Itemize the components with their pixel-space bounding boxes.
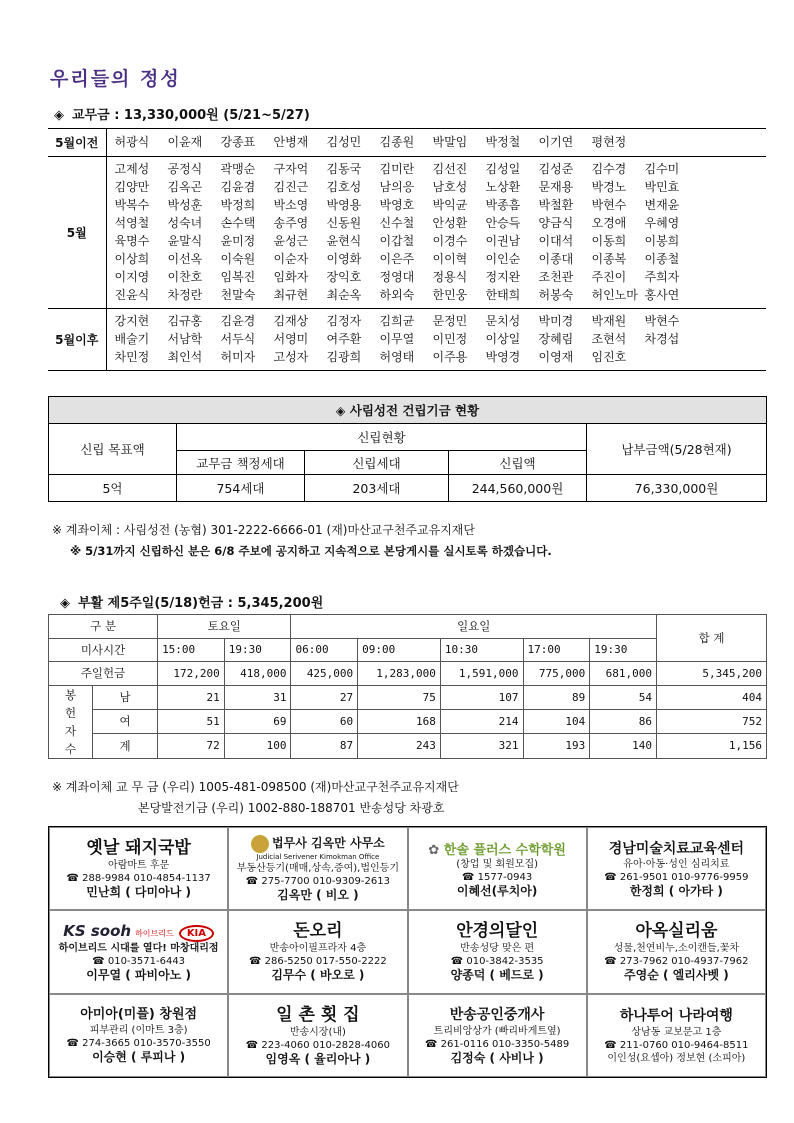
donor-name: 안성환 <box>432 216 468 230</box>
building-header <box>49 397 767 424</box>
donor-name: 박영용 <box>326 198 362 212</box>
donation-title: 교무금 : 13,330,000원 (5/21~5/27) <box>72 108 310 123</box>
ad-tel: ☎ 1577-0943 <box>462 871 533 883</box>
ad-person: 김무수 ( 바오로 ) <box>271 968 365 983</box>
donor-name: 문치성 <box>485 314 521 328</box>
donor-name: 성숙녀 <box>167 216 203 230</box>
donor-name: 차경섭 <box>644 332 680 346</box>
donor-name: 이민정 <box>432 332 468 346</box>
count-label-text: 봉헌자수 <box>64 687 77 756</box>
donor-name: 김수미 <box>644 162 680 176</box>
donor-name: 박민효 <box>644 180 680 194</box>
donor-name: 남의응 <box>379 180 415 194</box>
ad-tel: ☎ 286-5250 017-550-2222 <box>248 956 387 968</box>
male-cell: 89 <box>523 685 590 709</box>
ad-person: 양종덕 ( 베드로 ) <box>450 968 544 983</box>
donor-name: 이영화 <box>326 252 362 266</box>
h-sun: 일요일 <box>291 615 657 639</box>
donor-name: 최규현 <box>273 288 309 302</box>
diamond-icon: ◈ <box>60 596 70 611</box>
col-paid: 납부금액(5/28현재) <box>587 424 767 475</box>
donor-name: 김광희 <box>326 350 362 364</box>
female-cell: 51 <box>158 709 225 733</box>
female-cell: 60 <box>291 709 358 733</box>
sum-cell: 140 <box>590 734 657 758</box>
donor-name: 박영호 <box>379 198 415 212</box>
donor-name: 이종복 <box>591 252 627 266</box>
ad-tel: ☎ 275-7700 010-9309-2613 <box>245 875 390 887</box>
donor-name: 신수철 <box>379 216 415 230</box>
donor-name: 남호성 <box>432 180 468 194</box>
ad-auxilium <box>587 910 766 993</box>
donor-name: 송주영 <box>273 216 309 230</box>
sub-households: 교무금 책정세대 <box>177 451 305 475</box>
donor-name: 여주환 <box>326 332 362 346</box>
h-div: 구 분 <box>49 615 158 639</box>
female-label: 여 <box>93 709 158 733</box>
pledge-households-value: 203세대 <box>305 475 449 502</box>
donor-name: 최인석 <box>167 350 203 364</box>
donor-name: 김성민 <box>326 135 362 149</box>
donor-name: 이숙원 <box>220 252 256 266</box>
ad-logos <box>63 921 214 942</box>
female-cell: 168 <box>358 709 441 733</box>
ad-tel: ☎ 274-3665 010-3570-3550 <box>66 1037 211 1049</box>
amount-value: 244,560,000원 <box>449 475 587 502</box>
page-title: 우리들의 정성 <box>50 68 181 90</box>
cash-cell: 425,000 <box>291 662 358 686</box>
after-label: 5월이후 <box>48 309 106 371</box>
donor-name: 최순옥 <box>326 288 362 302</box>
donor-name: 박말임 <box>432 135 468 149</box>
ad-person: 임영옥 ( 율리아나 ) <box>265 1051 371 1066</box>
sum-cell: 100 <box>224 734 291 758</box>
donor-name: 허광식 <box>114 135 150 149</box>
ad-person: 민난희 ( 다미아나 ) <box>86 885 191 900</box>
account-line-2: 본당발전기금 (우리) 1002-880-188701 반송성당 차광호 <box>138 801 445 815</box>
donor-name: 김종원 <box>379 135 415 149</box>
donor-name: 이영재 <box>538 350 574 364</box>
ad-person: 김정숙 ( 사비나 ) <box>450 1050 544 1065</box>
households-value: 754세대 <box>177 475 305 502</box>
donor-name: 강지현 <box>114 314 150 328</box>
donor-name: 임화자 <box>273 270 309 284</box>
donor-name: 박소영 <box>273 198 309 212</box>
cash-cell: 5,345,200 <box>657 662 767 686</box>
sum-label: 계 <box>93 734 158 758</box>
kia-logo: KIA <box>179 925 214 942</box>
donor-name: 김동국 <box>326 162 362 176</box>
ad-name-wrap <box>251 834 385 853</box>
ad-glasses <box>408 910 587 993</box>
donor-name: 고성자 <box>273 350 309 364</box>
male-cell: 54 <box>590 685 657 709</box>
donor-name: 한민웅 <box>432 288 468 302</box>
mass-time: 09:00 <box>358 638 441 662</box>
ad-name: 법무사 김옥만 사무소 <box>272 836 385 851</box>
donor-name: 정용식 <box>432 270 468 284</box>
donor-name: 박재원 <box>591 314 627 328</box>
donor-name: 진윤식 <box>114 288 150 302</box>
ad-sub: 유아·아동·성인 심리치료 <box>623 859 730 871</box>
diamond-icon: ◈ <box>335 403 350 418</box>
donor-name: 허영태 <box>379 350 415 364</box>
donor-name: 박익균 <box>432 198 468 212</box>
donor-name: 이동희 <box>591 234 627 248</box>
ad-person: 한정희 ( 아가타 ) <box>629 884 723 899</box>
donor-name: 이이혁 <box>432 252 468 266</box>
donor-name: 박현수 <box>591 198 627 212</box>
paid-value: 76,330,000원 <box>587 475 767 502</box>
male-cell: 75 <box>358 685 441 709</box>
donor-name: 오경애 <box>591 216 627 230</box>
donor-name: 이기연 <box>538 135 574 149</box>
ad-hanatour <box>587 994 766 1077</box>
donor-name: 임진호 <box>591 350 627 364</box>
donor-name: 이상희 <box>114 252 150 266</box>
ad-sub: 트리비앙상가 (빠리바게트옆) <box>433 1025 561 1037</box>
sub-amount: 신립액 <box>449 451 587 475</box>
donor-name: 공정식 <box>167 162 203 176</box>
donor-name: 이은주 <box>379 252 415 266</box>
flower-icon: ✿ <box>428 842 444 858</box>
cash-cell: 418,000 <box>224 662 291 686</box>
may-names <box>107 161 767 304</box>
ad-hybrid-kia <box>49 910 228 993</box>
donor-name: 이경수 <box>432 234 468 248</box>
donor-name: 육명수 <box>114 234 150 248</box>
ad-tel: ☎ 273-7962 010-4937-7962 <box>604 956 749 968</box>
donor-name: 박영경 <box>485 350 521 364</box>
ad-tel: ☎ 010-3842-3535 <box>450 956 544 968</box>
mass-label: 미사시간 <box>49 638 158 662</box>
female-cell: 214 <box>440 709 523 733</box>
ad-person: 이무열 ( 파비아노 ) <box>86 967 191 982</box>
sum-cell: 321 <box>440 734 523 758</box>
donor-name: 김윤경 <box>220 314 256 328</box>
donor-name: 박정철 <box>485 135 521 149</box>
before-label: 5월이전 <box>48 129 106 157</box>
donor-name: 손수택 <box>220 216 256 230</box>
donor-name: 이주용 <box>432 350 468 364</box>
sum-cell: 87 <box>291 734 358 758</box>
donor-name: 이권남 <box>485 234 521 248</box>
ad-sub: 반송시장(내) <box>289 1026 346 1038</box>
donor-name: 정영대 <box>379 270 415 284</box>
announcement: ※ 5/31까지 신립하신 분은 6/8 주보에 공지하고 지속적으로 본당게시를 실시토록 하겠습니다. <box>70 544 552 558</box>
donor-name: 박미경 <box>538 314 574 328</box>
donor-name: 윤말식 <box>167 234 203 248</box>
donor-name: 박정희 <box>220 198 256 212</box>
donor-name: 허봉숙 <box>538 288 574 302</box>
ad-tel: ☎ 010-3571-6443 <box>92 955 186 967</box>
mass-time: 19:30 <box>590 638 657 662</box>
donor-name: 하외숙 <box>379 288 415 302</box>
building-fund-table <box>48 396 767 502</box>
ad-sub: 상남동 교보문고 1층 <box>631 1026 722 1038</box>
donor-name: 박성훈 <box>167 198 203 212</box>
ad-don-ori <box>228 910 407 993</box>
donor-name: 안병재 <box>273 135 309 149</box>
ad-sub: 아람마트 후문 <box>108 860 170 872</box>
ad-realtor <box>408 994 587 1077</box>
ad-tel: ☎ 288-9984 010-4854-1137 <box>66 873 211 885</box>
donor-name: 허미자 <box>220 350 256 364</box>
sum-cell: 72 <box>158 734 225 758</box>
ad-sub: 부동산등기(매매,상속,증여),법인등기 <box>236 862 399 874</box>
donor-name: 양금식 <box>538 216 574 230</box>
sum-cell: 193 <box>523 734 590 758</box>
ad-sub: 성물,천연비누,소이캔들,꽃차 <box>613 943 740 955</box>
male-cell: 404 <box>657 685 767 709</box>
donor-name: 변재윤 <box>644 198 680 212</box>
offering-heading <box>60 592 323 611</box>
donor-name: 서영미 <box>273 332 309 346</box>
cash-cell: 1,283,000 <box>358 662 441 686</box>
donor-name: 이봉희 <box>644 234 680 248</box>
donor-name: 서두식 <box>220 332 256 346</box>
ad-sub: 하이브리드 시대를 열다! 마창대리점 <box>58 942 219 954</box>
male-cell: 31 <box>224 685 291 709</box>
target-value: 5억 <box>49 475 177 502</box>
donor-name: 김수경 <box>591 162 627 176</box>
male-cell: 27 <box>291 685 358 709</box>
donor-name: 김윤겸 <box>220 180 256 194</box>
ad-name: 반송공인중개사 <box>449 1006 545 1023</box>
ad-name: 옛날 돼지국밥 <box>86 838 191 859</box>
offering-title: 부활 제5주일(5/18)헌금 : 5,345,200원 <box>78 596 324 611</box>
offering-table <box>48 614 767 759</box>
ad-sub-en: Judicial Serivener Kimokman Office <box>256 852 380 861</box>
donor-name: 이찬호 <box>167 270 203 284</box>
donor-name: 한태희 <box>485 288 521 302</box>
sum-cell: 1,156 <box>657 734 767 758</box>
donation-heading <box>54 104 310 123</box>
building-header-text: 사림성전 건립기금 현황 <box>349 403 480 418</box>
donor-name: 김정자 <box>326 314 362 328</box>
donor-name: 이상일 <box>485 332 521 346</box>
donor-name: 장혜림 <box>538 332 574 346</box>
cash-cell: 1,591,000 <box>440 662 523 686</box>
donor-name: 장익호 <box>326 270 362 284</box>
cash-cell: 775,000 <box>523 662 590 686</box>
donor-name: 윤현식 <box>326 234 362 248</box>
ad-person: 이혜선(루치아) <box>456 883 538 898</box>
h-total: 합 계 <box>657 615 767 662</box>
ad-law-office <box>228 827 407 910</box>
donor-name: 윤성근 <box>273 234 309 248</box>
donor-name: 허인노마 <box>591 288 638 302</box>
ad-name: 하나투어 나라여행 <box>619 1007 733 1024</box>
account-note: ※ 계좌이체 : 사림성전 (농협) 301-2222-6666-01 (재)마산교구천주교유지재단 <box>52 523 475 537</box>
ad-name: 아미아(미플) 창원점 <box>80 1006 198 1022</box>
donor-name: 박경노 <box>591 180 627 194</box>
donor-name: 김미란 <box>379 162 415 176</box>
female-cell: 86 <box>590 709 657 733</box>
ad-amia <box>49 994 228 1077</box>
ad-tel: ☎ 211-0760 010-9464-8511 <box>604 1039 749 1051</box>
donor-name: 차민정 <box>114 350 150 364</box>
ad-name: 하이브리드 <box>135 928 174 938</box>
ad-tel: ☎ 223-4060 010-2828-4060 <box>245 1039 390 1051</box>
donor-name: 구자억 <box>273 162 309 176</box>
ad-name: 일 촌 횟 집 <box>276 1004 360 1025</box>
cash-cell: 681,000 <box>590 662 657 686</box>
donor-name: 김선진 <box>432 162 468 176</box>
ad-sub: (창업 및 회원모집) <box>456 858 539 870</box>
donor-name: 홍사연 <box>644 288 680 302</box>
mass-time: 19:30 <box>224 638 291 662</box>
donor-name: 윤미정 <box>220 234 256 248</box>
seal-icon <box>251 835 269 853</box>
donor-name: 김옥곤 <box>167 180 203 194</box>
ks-logo: KS sooh <box>63 921 132 940</box>
donor-name: 박복수 <box>114 198 150 212</box>
mass-time: 15:00 <box>158 638 225 662</box>
donor-name: 이선옥 <box>167 252 203 266</box>
ad-person: 주영순 ( 엘리사벳 ) <box>624 968 729 983</box>
donor-name: 박현수 <box>644 314 680 328</box>
donor-name: 이무열 <box>379 332 415 346</box>
donor-name: 문재용 <box>538 180 574 194</box>
donor-name: 김호성 <box>326 180 362 194</box>
donor-name: 우혜영 <box>644 216 680 230</box>
ad-sub: 반송아이필프라자 4층 <box>269 943 367 955</box>
donor-name: 김성준 <box>538 162 574 176</box>
before-names <box>107 134 767 151</box>
male-cell: 21 <box>158 685 225 709</box>
male-label: 남 <box>93 685 158 709</box>
donor-name: 신동원 <box>326 216 362 230</box>
donor-name: 이인순 <box>485 252 521 266</box>
donor-name: 김양만 <box>114 180 150 194</box>
donor-name: 서남학 <box>167 332 203 346</box>
col-status: 신립현황 <box>177 424 587 451</box>
diamond-icon: ◈ <box>54 108 64 123</box>
donor-name: 정지완 <box>485 270 521 284</box>
cash-cell: 172,200 <box>158 662 225 686</box>
donor-name: 임복진 <box>220 270 256 284</box>
donor-name: 고제성 <box>114 162 150 176</box>
ad-name: 안경의달인 <box>456 921 539 942</box>
sum-cell: 243 <box>358 734 441 758</box>
ad-art-therapy <box>587 827 766 910</box>
ad-person: 이인성(요셉아) 정보현 (소피아) <box>607 1052 746 1064</box>
ad-name-wrap <box>428 839 566 858</box>
donor-name: 평현정 <box>591 135 627 149</box>
donor-name: 이종철 <box>644 252 680 266</box>
donor-name: 강종표 <box>220 135 256 149</box>
ad-sub: 반송성당 맞은 편 <box>460 943 535 955</box>
ads-grid <box>48 826 767 1078</box>
mass-time: 10:30 <box>440 638 523 662</box>
ad-gukbap <box>49 827 228 910</box>
ad-sub: 피부관리 (이마트 3층) <box>89 1024 188 1036</box>
female-cell: 69 <box>224 709 291 733</box>
after-names <box>107 313 767 366</box>
donor-name: 석영철 <box>114 216 150 230</box>
ad-name: 아옥실리움 <box>635 921 718 942</box>
mass-time: 06:00 <box>291 638 358 662</box>
donor-name: 김재상 <box>273 314 309 328</box>
donor-name: 조현석 <box>591 332 627 346</box>
may-label: 5월 <box>48 157 106 309</box>
female-cell: 104 <box>523 709 590 733</box>
donor-name: 안승득 <box>485 216 521 230</box>
donor-name: 김진근 <box>273 180 309 194</box>
donor-name: 천말숙 <box>220 288 256 302</box>
sub-pledge-households: 신립세대 <box>305 451 449 475</box>
donor-name: 주희자 <box>644 270 680 284</box>
donor-name: 이대석 <box>538 234 574 248</box>
donor-name: 김희균 <box>379 314 415 328</box>
donor-table <box>48 128 766 371</box>
donor-name: 차정란 <box>167 288 203 302</box>
mass-time: 17:00 <box>523 638 590 662</box>
donor-name: 이종대 <box>538 252 574 266</box>
donor-name: 이순자 <box>273 252 309 266</box>
donor-name: 이윤재 <box>167 135 203 149</box>
donor-name: 이갑철 <box>379 234 415 248</box>
donor-name: 김규홍 <box>167 314 203 328</box>
account-line-1: ※ 계좌이체 교 무 금 (우리) 1005-481-098500 (재)마산교구천주교유지재단 <box>52 780 459 794</box>
ad-tel: ☎ 261-0116 010-3350-5489 <box>425 1038 570 1050</box>
donor-name: 김성일 <box>485 162 521 176</box>
donor-name: 박종흠 <box>485 198 521 212</box>
ad-math-academy <box>408 827 587 910</box>
female-cell: 752 <box>657 709 767 733</box>
ad-person: 김옥만 ( 비오 ) <box>277 887 359 902</box>
count-label <box>49 685 93 758</box>
donor-name: 노상환 <box>485 180 521 194</box>
ad-sashimi <box>228 994 407 1077</box>
h-sat: 토요일 <box>158 615 291 639</box>
col-target: 신립 목표액 <box>49 424 177 475</box>
donor-name: 조천관 <box>538 270 574 284</box>
ad-tel: ☎ 261-9501 010-9776-9959 <box>604 872 749 884</box>
donor-name: 이지영 <box>114 270 150 284</box>
donor-name: 문정민 <box>432 314 468 328</box>
ad-name: 경남미술치료교육센터 <box>608 841 744 858</box>
donor-name: 박철환 <box>538 198 574 212</box>
ad-name: 돈오리 <box>293 921 343 942</box>
donor-name: 곽맹순 <box>220 162 256 176</box>
ad-name: 한솔 플러스 수학학원 <box>443 842 566 858</box>
ad-person: 이승현 ( 루피나 ) <box>92 1049 186 1064</box>
male-cell: 107 <box>440 685 523 709</box>
donor-name: 주진이 <box>591 270 627 284</box>
donor-name: 배술기 <box>114 332 150 346</box>
cash-label: 주일헌금 <box>49 662 158 686</box>
